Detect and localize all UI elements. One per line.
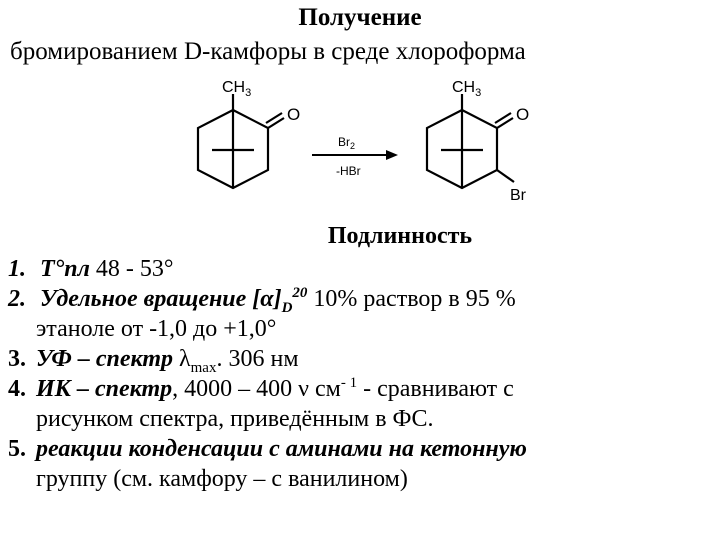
list-item — [8, 374, 708, 404]
item-label: реакции конденсации с аминами на кетонную — [36, 436, 527, 462]
list-item — [8, 434, 708, 464]
item-superscript: - 1 — [340, 375, 358, 391]
right-bromine-label: Br — [510, 187, 526, 204]
item-text: , 4000 – 400 ν см — [172, 376, 341, 402]
item-text: 48 - 53° — [89, 256, 174, 282]
item-text: 10% раствор в 95 % — [307, 286, 516, 312]
left-methyl-c: CH — [222, 79, 246, 96]
item-label: Т°пл — [40, 256, 90, 282]
item-label: ИК – спектр — [36, 376, 173, 402]
item-continuation: рисунком спектра, приведённым в ФС. — [36, 406, 434, 432]
item-number: 1. — [8, 256, 26, 282]
right-methyl-label: $CH_3$ — [452, 79, 482, 99]
section-heading: Подлинность — [327, 223, 473, 249]
page-subtitle: бромированием D-камфоры в среде хлороформа — [10, 38, 526, 65]
item-subscript: D — [281, 299, 293, 316]
item-superscript: 20 — [292, 285, 308, 301]
item-number: 4. — [8, 376, 26, 402]
item-text-2: - сравнивают с — [357, 376, 514, 402]
list-item — [8, 254, 708, 284]
reaction-scheme — [0, 72, 720, 222]
item-text: . 306 нм — [216, 346, 299, 372]
item-continuation: этаноле от -1,0 до +1,0° — [36, 316, 277, 342]
bromocamphor-structure — [427, 94, 514, 188]
left-methyl-sub: 3 — [245, 87, 252, 99]
page-title: Получение — [298, 4, 422, 31]
item-number: 2. — [8, 286, 26, 312]
left-oxygen-label: O — [287, 105, 301, 124]
identity-tests-list — [8, 254, 708, 494]
item-continuation-em: группу — [36, 466, 108, 492]
reagent-top-label: $Br_2$ — [338, 135, 356, 151]
right-oxygen-label: O — [516, 105, 530, 124]
list-item — [8, 344, 708, 374]
left-methyl-label — [222, 79, 251, 99]
lambda-symbol: λ — [179, 346, 191, 372]
item-number: 3. — [8, 346, 26, 372]
item-subscript: max — [190, 359, 217, 376]
item-label: УФ – спектр — [36, 346, 173, 372]
item-label: Удельное вращение [α] — [40, 286, 282, 312]
reagent-bottom-label: -HBr — [336, 164, 361, 178]
reaction-arrow — [312, 150, 398, 160]
item-continuation-text: (см. камфору – с ванилином) — [107, 466, 408, 492]
item-continuation — [8, 464, 708, 494]
item-number: 5. — [8, 436, 26, 462]
list-item — [8, 284, 708, 314]
camphor-structure — [198, 94, 284, 188]
